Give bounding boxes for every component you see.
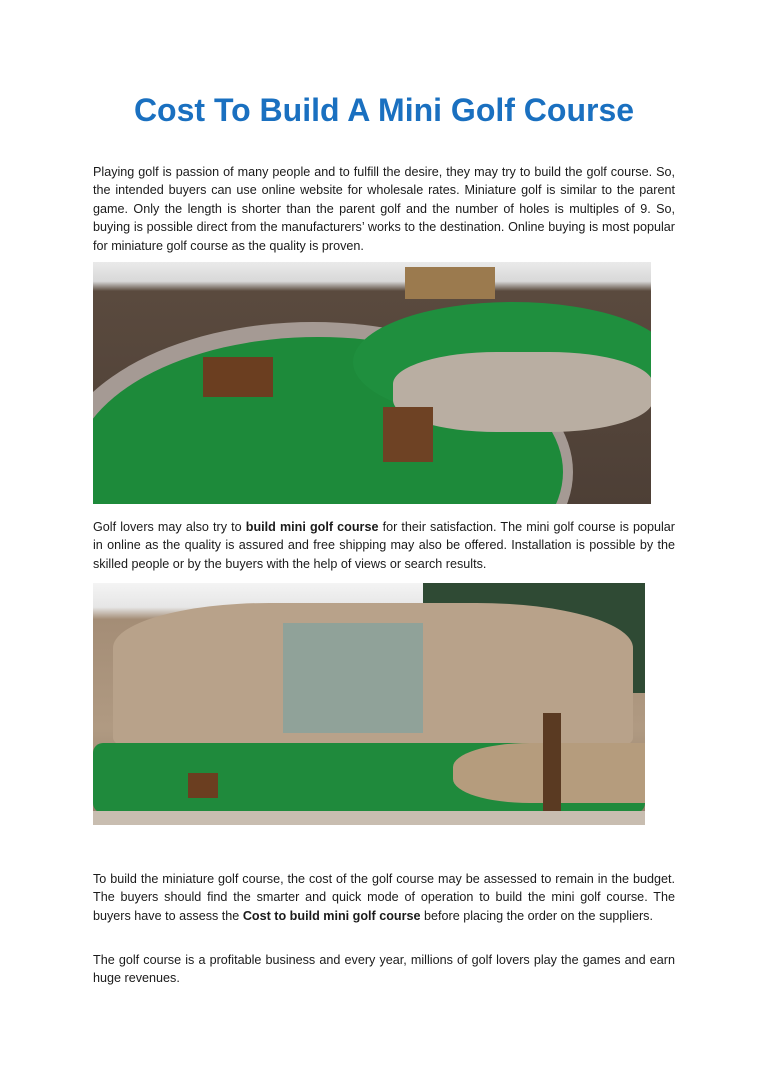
intro-paragraph: Playing golf is passion of many people and to fulfill the desire, they may try to build the golf course. So, the intended buyers can use online website for wholesale rates. Miniature golf is similar to the parent game. Only the length is shorter than the parent golf and the number of holes is multiples of 9. So, buying is possible direct from the manufacturers’ works to the destination. Online buying is most popular for miniature golf course as the quality is proven. — [93, 165, 675, 253]
text: before placing the order on the suppliers. — [420, 908, 653, 923]
wood-posts — [203, 357, 273, 397]
mini-golf-course-photo — [93, 262, 651, 504]
wood-posts — [188, 773, 218, 798]
page-title: Cost To Build A Mini Golf Course — [133, 92, 635, 128]
shed — [405, 267, 495, 299]
text: Golf lovers may also try to — [93, 520, 246, 534]
wood-posts — [383, 407, 433, 462]
gravel — [93, 811, 645, 825]
paragraph-4: The golf course is a profitable business and every year, millions of golf lovers play the games and earn huge revenues. — [93, 953, 675, 986]
paragraph-3 — [93, 870, 675, 925]
wood-post — [543, 713, 561, 813]
text: To build the miniature golf course, the cost of the golf course may be assessed to remain in the budget. The buyers should find the smarter and quick mode of operation to build the mini golf course. The buyers have to assess the — [93, 872, 675, 923]
waterfall — [283, 623, 423, 733]
bold-keyword: Cost to build mini golf course — [242, 908, 421, 923]
waterfall-golf-photo — [93, 583, 645, 825]
bold-keyword: build mini golf course — [245, 520, 379, 534]
text: for their satisfaction. The mini golf course is popular in online as the quality is assured and free shipping may also be offered. Installation is possible by the skilled people or by the buyers with the help of views or search results. — [93, 520, 675, 571]
paragraph-2 — [93, 518, 675, 573]
